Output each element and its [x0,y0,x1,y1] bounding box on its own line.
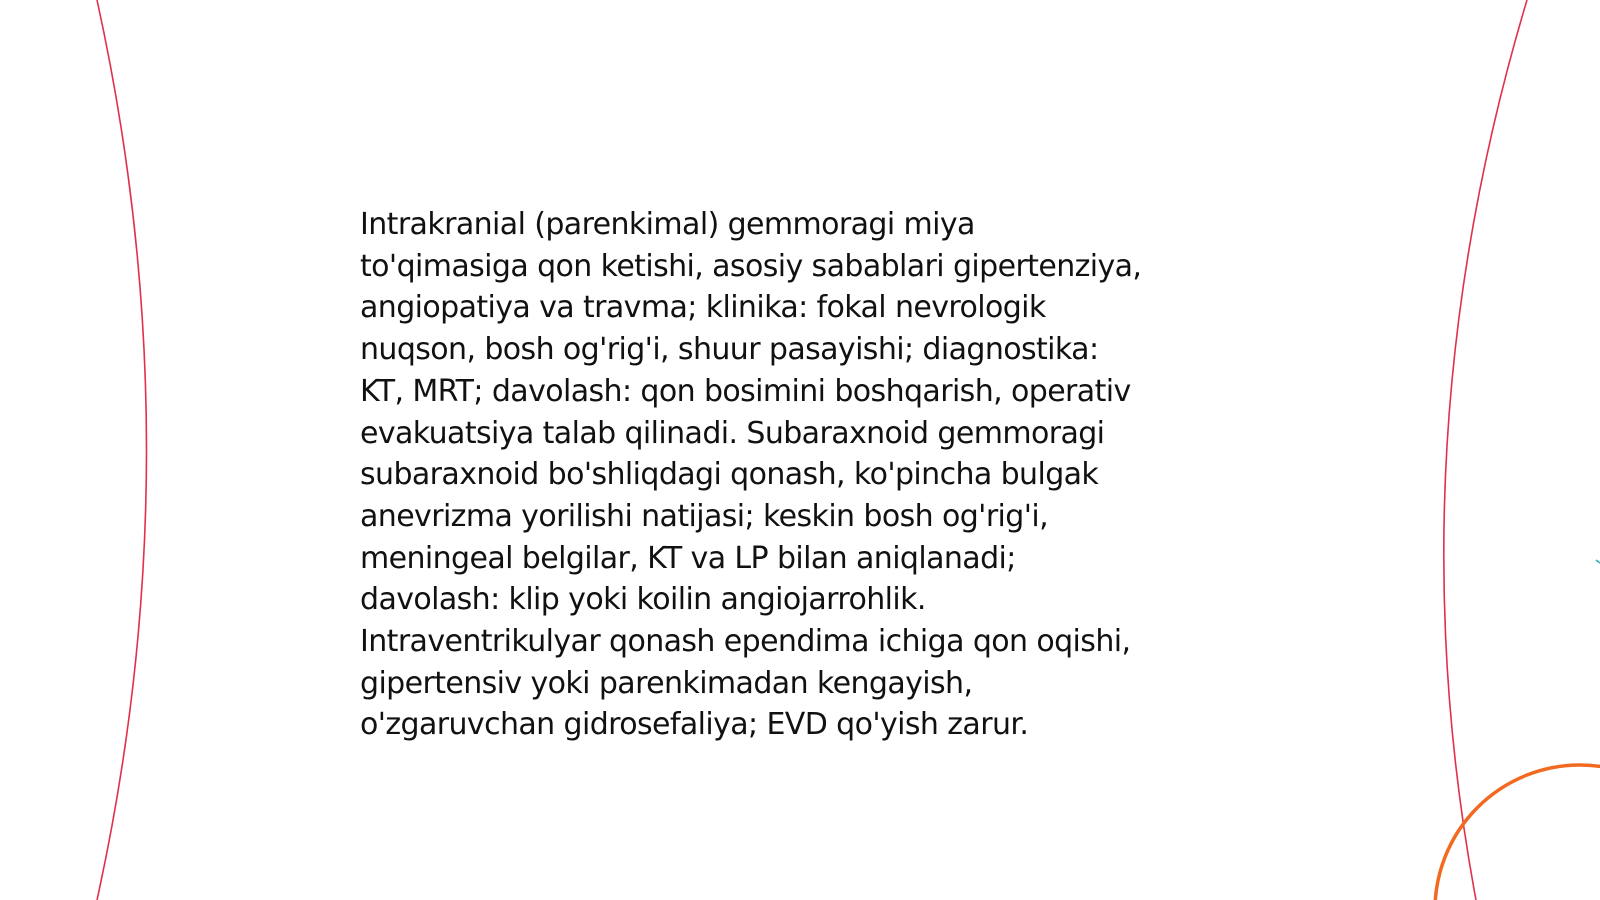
orange-circle [1435,765,1600,900]
left-arc [97,0,147,900]
slide-body-text: Intrakranial (parenkimal) gemmoragi miya to'qimasiga qon ketishi, asosiy sabablari gipertenziya, angiopatiya va travma; klinika: fokal nevrologik nuqson, bosh og'rig'i, shuur pasayishi; diagnostika: KT, MRT; davolash: qon bosimini boshqarish, operativ evakuatsiya talab qilinadi. Subaraxnoid gemmoragi subaraxnoid bo'shliqdagi qonash, ko'pincha bulgak anevrizma yorilishi natijasi; keskin bosh og'rig'i, meningeal belgilar, KT va LP bilan aniqlanadi; davolash: klip yoki koilin angiojarrohlik. Intraventrikulyar qonash ependima ichiga qon oqishi, gipertensiv yoki parenkimadan kengayish, o'zgaruvchan gidrosefaliya; EVD qo'yish zarur. [360,207,1142,743]
right-arc [1444,0,1527,900]
edge-tick [1596,560,1600,563]
